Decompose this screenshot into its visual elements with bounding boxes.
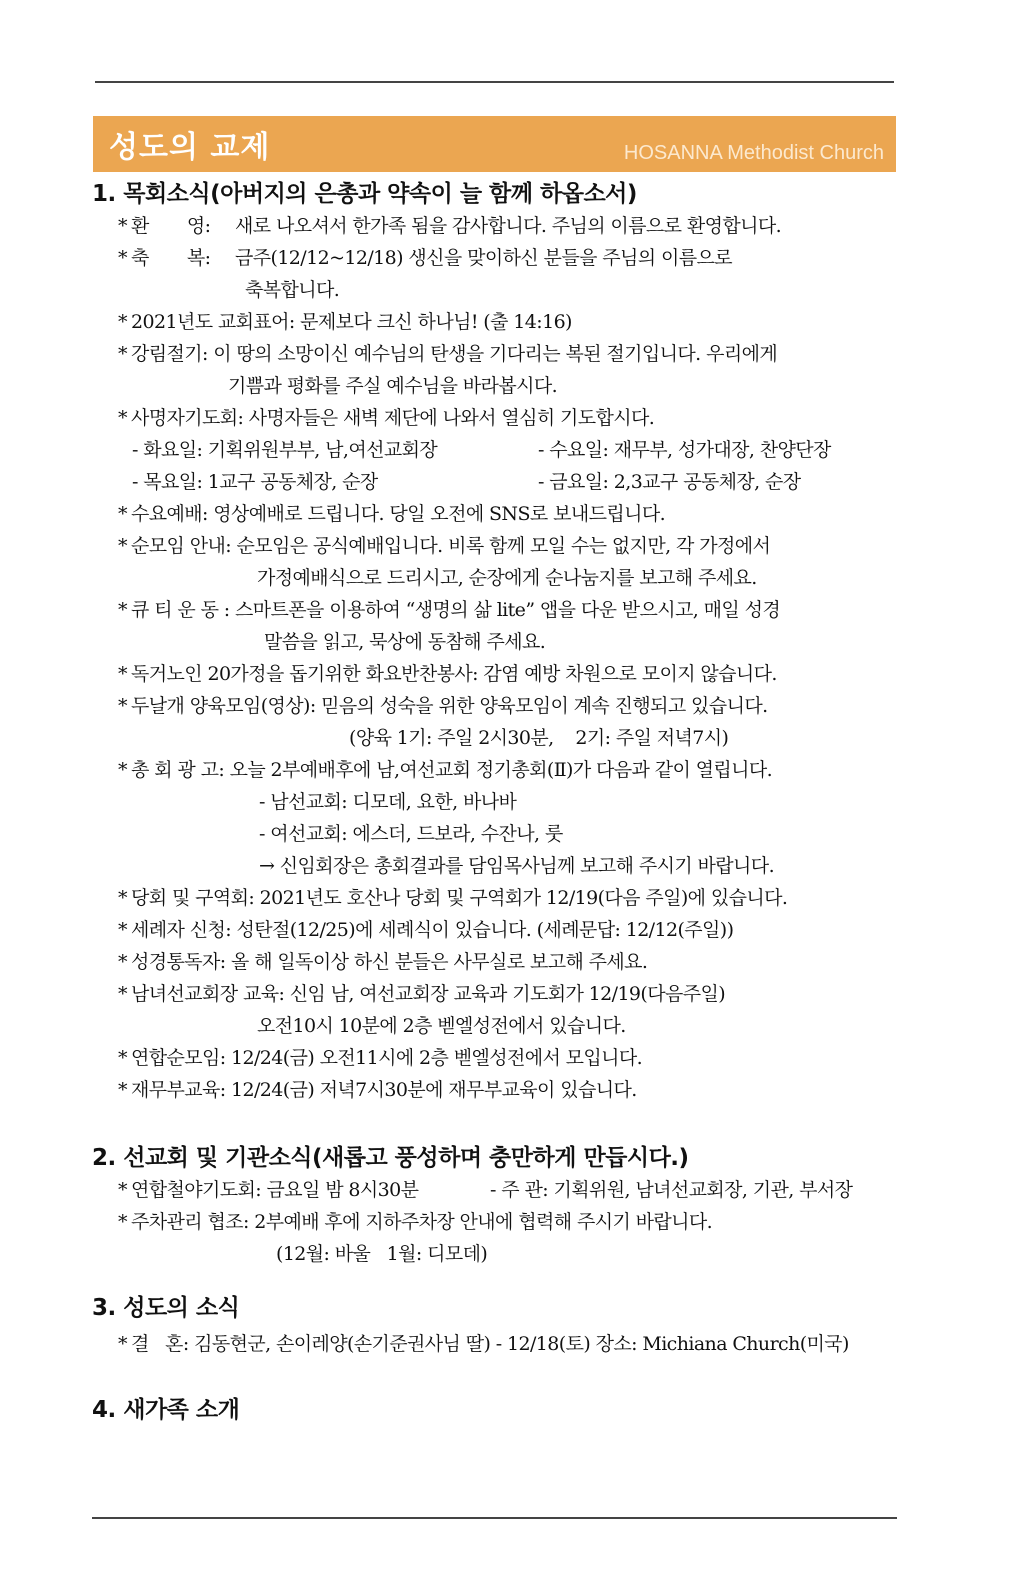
list-item-bible-reading	[92, 946, 902, 978]
asterisk-bullet-icon: *	[118, 663, 127, 685]
asterisk-bullet-icon: *	[118, 759, 127, 781]
item-text: 새로 나오셔서 한가족 됨을 감사합니다. 주님의 이름으로 환영합니다.	[235, 215, 782, 237]
asterisk-bullet-icon: *	[118, 407, 127, 429]
continuation-text: 오전10시 10분에 2층 벧엘성전에서 있습니다.	[257, 1015, 626, 1037]
item-text: 두날개 양육모임(영상): 믿음의 성숙을 위한 양육모임이 계속 진행되고 있습니다.	[131, 695, 768, 717]
section-heading-mission-news: 2. 선교회 및 기관소식(새롭고 풍성하며 충만하게 만듭시다.)	[92, 1145, 689, 1171]
schedule-wednesday: - 수요일: 재무부, 성가대장, 찬양단장	[538, 439, 831, 461]
asterisk-bullet-icon: *	[118, 535, 127, 557]
continuation-text: 기쁨과 평화를 주실 예수님을 바라봅시다.	[228, 375, 558, 397]
prayer-schedule-row	[92, 466, 902, 498]
list-item-mission-leaders-training	[92, 978, 902, 1010]
item-text: 연합순모임: 12/24(금) 오전11시에 2층 벧엘성전에서 모입니다.	[131, 1047, 643, 1069]
list-item-joint-cell-meeting	[92, 1042, 902, 1074]
asterisk-bullet-icon: *	[118, 311, 127, 333]
list-item-qt-movement	[92, 594, 902, 626]
list-item-church-council	[92, 882, 902, 914]
asterisk-bullet-icon: *	[118, 503, 127, 525]
list-item-general-assembly	[92, 754, 902, 786]
schedule-tuesday: - 화요일: 기획위원부부, 남,여선교회장	[132, 439, 438, 461]
item-text: 남녀선교회장 교육: 신임 남, 여선교회장 교육과 기도회가 12/19(다음주일)	[131, 983, 726, 1005]
church-name: HOSANNA Methodist Church	[623, 142, 884, 164]
continuation-text: - 남선교회: 디모데, 요한, 바나바	[259, 791, 517, 813]
list-item-welcome	[92, 210, 902, 242]
list-item-blessing	[92, 242, 902, 274]
asterisk-bullet-icon: *	[118, 1179, 127, 1201]
item-text: 성경통독자: 올 해 일독이상 하신 분들은 사무실로 보고해 주세요.	[131, 951, 648, 973]
item-text: 총 회 광 고: 오늘 2부예배후에 남,여선교회 정기총회(Ⅱ)가 다음과 같이 열립니다.	[131, 759, 773, 781]
continuation-text: 축복합니다.	[245, 279, 340, 301]
organizer-text: - 주 관: 기획위원, 남녀선교회장, 기관, 부서장	[490, 1179, 853, 1201]
continuation-text: (12월: 바울 1월: 디모데)	[276, 1243, 488, 1265]
continuation-text: (양육 1기: 주일 2시30분, 2기: 주일 저녁7시)	[349, 727, 729, 749]
item-text: 독거노인 20가정을 돕기위한 화요반찬봉사: 감염 예방 차원으로 모이지 않습니다.	[131, 663, 777, 685]
asterisk-bullet-icon: *	[118, 1333, 127, 1355]
item-text: 강림절기: 이 땅의 소망이신 예수님의 탄생을 기다리는 복된 절기입니다. 우리에게	[131, 343, 778, 365]
bottom-divider	[92, 1517, 897, 1519]
section-heading-member-news: 3. 성도의 소식	[92, 1295, 240, 1321]
item-text: 주차관리 협조: 2부예배 후에 지하주차장 안내에 협력해 주시기 바랍니다.	[131, 1211, 713, 1233]
asterisk-bullet-icon: *	[118, 1211, 127, 1233]
asterisk-bullet-icon: *	[118, 1079, 127, 1101]
item-label: 환 영:	[131, 215, 211, 237]
list-item-advent	[92, 338, 902, 370]
asterisk-bullet-icon: *	[118, 599, 127, 621]
asterisk-bullet-icon: *	[118, 247, 127, 269]
asterisk-bullet-icon: *	[118, 887, 127, 909]
item-text: 순모임 안내: 순모임은 공식예배입니다. 비록 함께 모일 수는 없지만, 각 가정에서	[131, 535, 771, 557]
list-item-motto	[92, 306, 902, 338]
top-divider	[95, 81, 894, 83]
continuation-text: 말씀을 읽고, 묵상에 동참해 주세요.	[264, 631, 546, 653]
continuation-text: - 여선교회: 에스더, 드보라, 수잔나, 룻	[259, 823, 563, 845]
item-text: 결 혼: 김동현군, 손이레양(손기준권사님 딸) - 12/18(토) 장소: Michiana Church(미국)	[131, 1333, 849, 1355]
item-text: 당회 및 구역회: 2021년도 호산나 당회 및 구역회가 12/19(다음 주일)에 있습니다.	[131, 887, 788, 909]
prayer-schedule-row	[92, 434, 902, 466]
asterisk-bullet-icon: *	[118, 695, 127, 717]
list-item-wedding	[92, 1328, 902, 1360]
item-text: 수요예배: 영상예배로 드립니다. 당일 오전에 SNS로 보내드립니다.	[131, 503, 666, 525]
asterisk-bullet-icon: *	[118, 343, 127, 365]
list-item-parking	[92, 1206, 902, 1238]
list-item-elderly-service	[92, 658, 902, 690]
item-text: 금주(12/12~12/18) 생신을 맞이하신 분들을 주님의 이름으로	[235, 247, 732, 269]
bulletin-content	[92, 178, 902, 1426]
page-banner	[93, 116, 896, 172]
list-item-discipleship	[92, 690, 902, 722]
asterisk-bullet-icon: *	[118, 983, 127, 1005]
list-item-finance-training	[92, 1074, 902, 1106]
item-label: 축 복:	[131, 247, 211, 269]
section-heading-new-family: 4. 새가족 소개	[92, 1397, 240, 1423]
asterisk-bullet-icon: *	[118, 215, 127, 237]
list-item-cell-meeting	[92, 530, 902, 562]
list-item-overnight-prayer	[92, 1174, 902, 1206]
item-text: 큐 티 운 동 : 스마트폰을 이용하여 “생명의 삶 lite” 앱을 다운 받으시고, 매일 성경	[131, 599, 781, 621]
section-heading-pastoral-news: 1. 목회소식(아버지의 은총과 약속이 늘 함께 하옵소서)	[92, 181, 637, 207]
item-text: 재무부교육: 12/24(금) 저녁7시30분에 재무부교육이 있습니다.	[131, 1079, 637, 1101]
item-text: 사명자기도회: 사명자들은 새벽 제단에 나와서 열심히 기도합시다.	[131, 407, 655, 429]
item-text: 세례자 신청: 성탄절(12/25)에 세례식이 있습니다. (세례문답: 12/12(주일))	[131, 919, 734, 941]
schedule-friday: - 금요일: 2,3교구 공동체장, 순장	[538, 471, 801, 493]
list-item-wednesday-service	[92, 498, 902, 530]
list-item-prayer-meeting	[92, 402, 902, 434]
continuation-text: 가정예배식으로 드리시고, 순장에게 순나눔지를 보고해 주세요.	[257, 567, 757, 589]
item-text: 2021년도 교회표어: 문제보다 크신 하나님! (출 14:16)	[131, 311, 572, 333]
asterisk-bullet-icon: *	[118, 1047, 127, 1069]
continuation-text: → 신임회장은 총회결과를 담임목사님께 보고해 주시기 바랍니다.	[259, 855, 775, 877]
schedule-thursday: - 목요일: 1교구 공동체장, 순장	[132, 471, 378, 493]
asterisk-bullet-icon: *	[118, 919, 127, 941]
page-title: 성도의 교제	[109, 130, 271, 165]
asterisk-bullet-icon: *	[118, 951, 127, 973]
list-item-baptism	[92, 914, 902, 946]
item-text: 연합철야기도회: 금요일 밤 8시30분	[131, 1179, 419, 1201]
